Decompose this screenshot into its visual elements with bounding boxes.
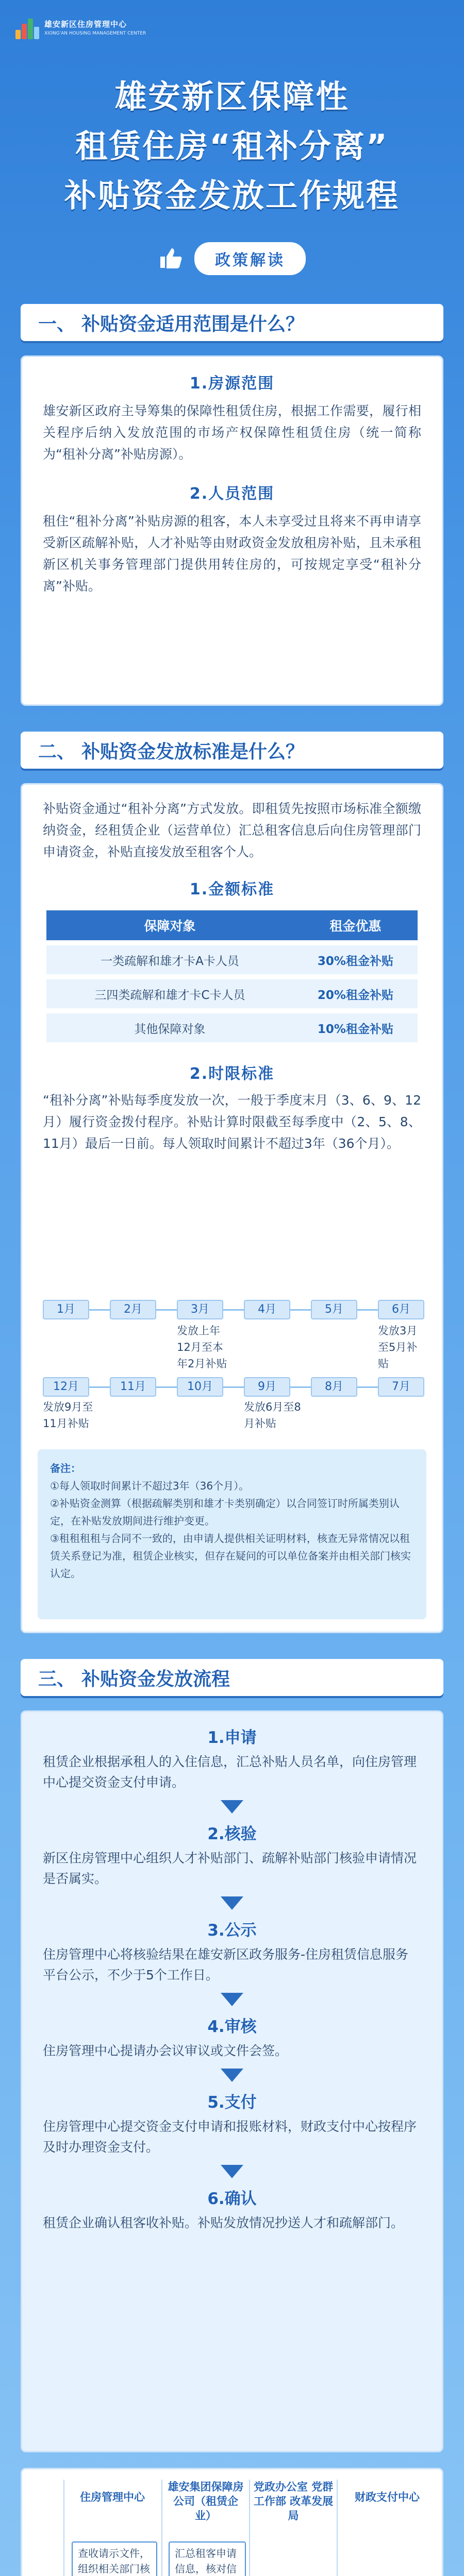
flow-step-text: 住房管理中心提交资金支付申请和报账材料，财政支付中心按程序及时办理资金支付。 xyxy=(43,2119,417,2155)
flow-box: 查收请示文件，组织相关部门核 xyxy=(72,2541,157,2576)
logo xyxy=(15,19,146,39)
table-header-row xyxy=(46,910,418,940)
flow-step xyxy=(43,1724,421,1793)
flow-step-title: 6.确认 xyxy=(207,2190,257,2208)
table-cell: 其他保障对象 xyxy=(46,1013,293,1042)
timeline-month: 8月 xyxy=(311,1377,357,1397)
section-3-flow-card xyxy=(21,1710,443,2452)
timeline-month: 12月 xyxy=(43,1377,89,1397)
month-timeline xyxy=(43,1300,424,1429)
flow-step-title: 4.审核 xyxy=(207,2018,257,2036)
logo-mark-icon xyxy=(15,19,39,39)
column-header: 住房管理中心 xyxy=(80,2491,145,2503)
flow-step-title: 3.公示 xyxy=(207,1921,257,1940)
section-number: 三、 xyxy=(38,1668,76,1690)
lane-divider xyxy=(63,2480,64,2576)
section-number: 一、 xyxy=(38,313,76,335)
paragraph: “租补分离”补贴每季度发放一次，一般于季度末月（3、6、9、12月）履行资金拨付程序。补贴计算时限截至每季度中（2、5、8、11月）最后一日前。每人领取时间累计不超过3年（36个月）。 xyxy=(43,1093,421,1151)
subsection-title: 2.人员范围 xyxy=(189,485,275,503)
subsidy-rate-table xyxy=(46,905,418,1047)
hero-badge-row xyxy=(0,242,464,275)
thumbs-up-icon xyxy=(158,246,183,271)
table-cell: 一类疏解和雄才卡A卡人员 xyxy=(46,945,293,974)
arrow-down-icon xyxy=(221,2069,243,2082)
subsection-title: 2.时限标准 xyxy=(189,1065,275,1083)
timeline-line xyxy=(43,1309,424,1311)
paragraph: 租住“租补分离”补贴房源的租客，本人未享受过且将来不再申请享受新区疏解补贴，人才补贴等由财政资金发放租房补贴，且未承租新区机关事务管理部门提供用转住房的，可按规定享受“租补分离”补贴。 xyxy=(43,514,421,594)
table-cell: 20%租金补贴 xyxy=(293,979,418,1008)
timeline-note: 发放6月至8月补贴 xyxy=(244,1401,301,1430)
column-header: 财政支付中心 xyxy=(355,2491,420,2503)
flow-step-title: 1.申请 xyxy=(207,1728,257,1747)
flow-step xyxy=(43,2185,421,2233)
table-cell: 三四类疏解和雄才卡C卡人员 xyxy=(46,979,293,1008)
remark-item: ②补贴资金测算（根据疏解类别和雄才卡类别确定）以合同签订时所属类别认定，在补贴发放期间进行维护变更。 xyxy=(50,1497,400,1527)
timeline-month: 5月 xyxy=(311,1300,357,1319)
section-number: 二、 xyxy=(38,741,76,762)
hero-title xyxy=(0,72,464,221)
section-2-card xyxy=(21,783,443,1633)
section-3-header xyxy=(21,1659,443,1696)
flow-step xyxy=(43,1917,421,1986)
table-header-cell: 租金优惠 xyxy=(293,910,418,940)
lane-divider xyxy=(337,2480,338,2576)
logo-text xyxy=(44,20,146,38)
section-1-card xyxy=(21,355,443,706)
hero-line: 租赁住房“租补分离” xyxy=(75,127,389,165)
flow-step xyxy=(43,2013,421,2061)
section-title: 补贴资金发放标准是什么？ xyxy=(81,741,305,762)
arrow-down-icon xyxy=(221,1993,243,2006)
flow-step-text: 住房管理中心提请办会议审议或文件会签。 xyxy=(43,2043,288,2058)
flow-step-text: 租赁企业根据承租人的入住信息，汇总补贴人员名单，向住房管理中心提交资金支付申请。 xyxy=(43,1754,417,1790)
timeline-month: 2月 xyxy=(110,1300,156,1319)
arrow-down-icon xyxy=(221,1896,243,1910)
timeline-month: 11月 xyxy=(110,1377,156,1397)
subsection-title: 1.金额标准 xyxy=(189,880,275,899)
flow-step-title: 5.支付 xyxy=(207,2093,257,2112)
arrow-down-icon xyxy=(221,2165,243,2178)
timeline-note: 发放上年12月至本年2月补贴 xyxy=(177,1325,227,1370)
flow-step-text: 住房管理中心将核验结果在雄安新区政务服务-住房租赁信息服务平台公示，不少于5个工作日。 xyxy=(43,1947,409,1982)
remark-item: ③租租租租与合同不一致的，由申请人提供相关证明材料，核查无异常情况以租赁关系登记为准，租赁企业核实，但存在疑问的可以单位备案并由相关部门核实认定。 xyxy=(50,1532,411,1580)
timeline-note: 发放3月至5月补贴 xyxy=(378,1325,418,1370)
subsection-title: 1.房源范围 xyxy=(189,375,275,393)
timeline-month: 4月 xyxy=(244,1300,290,1319)
table-cell: 30%租金补贴 xyxy=(293,945,418,974)
remarks-box xyxy=(38,1449,426,1619)
remarks-title: 备注： xyxy=(50,1462,81,1475)
flow-step-text: 租赁企业确认租客收补贴。补贴发放情况抄送人才和疏解部门。 xyxy=(43,2215,404,2230)
section-2-header xyxy=(21,732,443,769)
logo-name-en: XIONG'AN HOUSING MANAGEMENT CENTER xyxy=(44,31,146,36)
policy-badge: 政策解读 xyxy=(194,242,306,275)
timeline-note: 发放9月至11月补贴 xyxy=(43,1401,93,1430)
column-header: 雄安集团保障房公司（租赁企业） xyxy=(168,2481,244,2522)
table-cell: 10%租金补贴 xyxy=(293,1013,418,1042)
table-row xyxy=(46,979,418,1008)
paragraph: 补贴资金通过“租补分离”方式发放。即租赁先按照市场标准全额缴纳资金，经租赁企业（运营单位）汇总租客信息后向住房管理部门申请资金，补贴直接发放至租客个人。 xyxy=(43,801,421,859)
timeline-month: 6月 xyxy=(378,1300,424,1319)
paragraph: 雄安新区政府主导筹集的保障性租赁住房，根据工作需要，履行相关程序后纳入发放范围的市场产权保障性租赁住房（统一简称为“租补分离”补贴房源）。 xyxy=(43,403,421,462)
flow-box: 汇总租客申请信息，核对信 xyxy=(169,2541,246,2576)
section-title: 补贴资金适用范围是什么？ xyxy=(81,313,305,335)
timeline-month: 1月 xyxy=(43,1300,89,1319)
timeline-month: 7月 xyxy=(378,1377,424,1397)
table-row xyxy=(46,1013,418,1042)
section-title: 补贴资金发放流程 xyxy=(81,1668,230,1690)
timeline-line xyxy=(43,1386,424,1388)
table-header-cell: 保障对象 xyxy=(46,910,293,940)
lane-divider xyxy=(249,2480,250,2576)
flow-step xyxy=(43,2089,421,2158)
hero-line: 雄安新区保障性 xyxy=(114,78,350,115)
timeline-month: 9月 xyxy=(244,1377,290,1397)
flow-step-title: 2.核验 xyxy=(207,1825,257,1843)
timeline-month: 10月 xyxy=(177,1377,223,1397)
column-header: 党政办公室 党群工作部 改革发展局 xyxy=(253,2481,334,2522)
timeline-month: 3月 xyxy=(177,1300,223,1319)
logo-name-cn: 雄安新区住房管理中心 xyxy=(44,20,127,29)
section-1-header xyxy=(21,304,443,341)
lane-divider xyxy=(161,2480,162,2576)
swimlane-grid xyxy=(22,2469,442,2576)
remark-item: ①每人领取时间累计不超过3年（36个月）。 xyxy=(50,1480,250,1492)
swimlane-diagram xyxy=(21,2468,443,2576)
hero-line: 补贴资金发放工作规程 xyxy=(64,177,400,214)
flow-step-text: 新区住房管理中心组织人才补贴部门、疏解补贴部门核验申请情况是否属实。 xyxy=(43,1851,417,1886)
flow-step xyxy=(43,1821,421,1889)
table-row xyxy=(46,945,418,974)
arrow-down-icon xyxy=(221,1800,243,1814)
